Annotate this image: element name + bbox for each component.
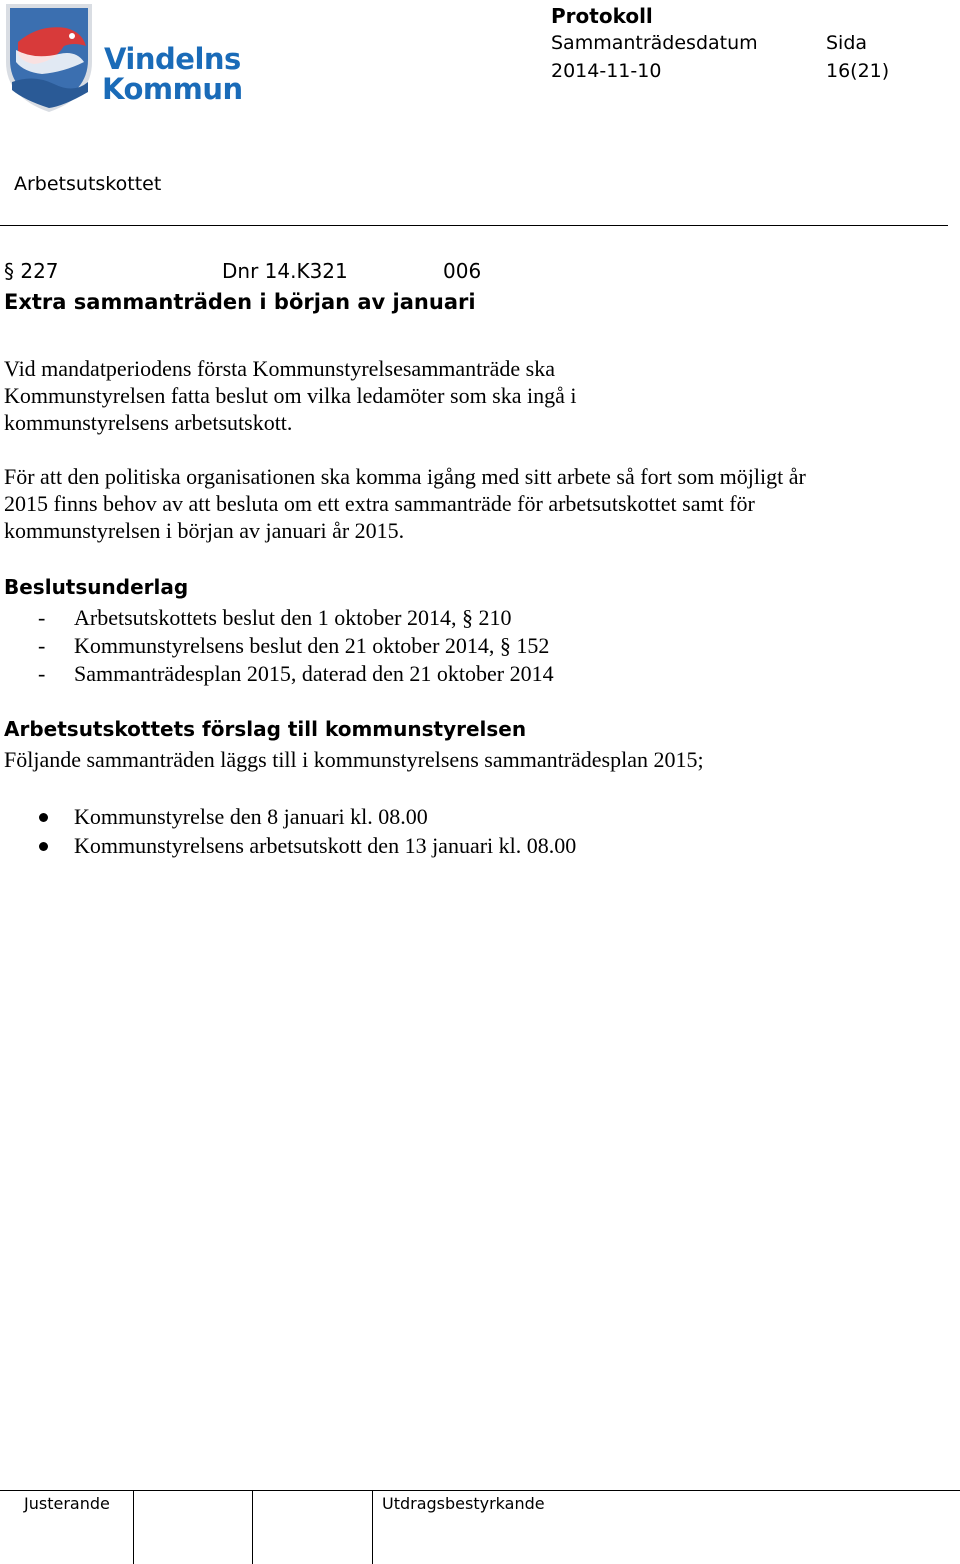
list-item — [0, 632, 940, 660]
archive-code: 006 — [443, 259, 482, 283]
list-item-text: Kommunstyrelse den 8 januari kl. 08.00 — [74, 804, 428, 829]
proposal-text: Följande sammanträden läggs till i kommunstyrelsens sammanträdesplan 2015; — [4, 747, 704, 772]
page-label: Sida — [826, 32, 868, 54]
list-item-text: Kommunstyrelsens beslut den 21 oktober 2014, § 152 — [74, 633, 550, 658]
bullet-icon — [39, 813, 48, 822]
dash-marker: - — [38, 661, 46, 686]
footer-cell-divider — [252, 1491, 253, 1564]
body-paragraph-2: För att den politiska organisationen ska komma igång med sitt arbete så fort som möjligt år 2015 finns behov av att besluta om ett extra sammanträde för arbetsutskottet samt för kommunstyrelsen i början av januari år 2015. — [4, 464, 806, 543]
document-title: Protokoll — [551, 4, 653, 28]
meeting-date-value: 2014-11-10 — [551, 60, 662, 82]
approver-label: Justerande — [24, 1494, 110, 1513]
proposal-list — [0, 802, 940, 860]
list-item — [0, 604, 940, 632]
list-item-text: Sammanträdesplan 2015, daterad den 21 oktober 2014 — [74, 661, 554, 686]
basis-heading: Beslutsunderlag — [4, 575, 189, 599]
list-item — [0, 660, 940, 688]
list-item-text: Arbetsutskottets beslut den 1 oktober 2014, § 210 — [74, 605, 512, 630]
section-number: § 227 — [4, 259, 59, 283]
footer-cell-divider — [372, 1491, 373, 1564]
logo-text-line1: Vindelns — [104, 42, 241, 76]
committee-name: Arbetsutskottet — [14, 173, 162, 195]
header-divider — [0, 225, 948, 226]
list-item-text: Kommunstyrelsens arbetsutskott den 13 januari kl. 08.00 — [74, 833, 577, 858]
case-number: Dnr 14.K321 — [222, 259, 348, 283]
fish-shield-icon — [4, 2, 94, 114]
dash-marker: - — [38, 605, 46, 630]
footer-cell-divider — [133, 1491, 134, 1564]
meeting-date-label: Sammanträdesdatum — [551, 32, 758, 54]
body-paragraph-1: Vid mandatperiodens första Kommunstyrelsesammanträde ska Kommunstyrelsen fatta beslut om vilka ledamöter som ska ingå i kommunstyrelsens arbetsutskott. — [4, 356, 577, 435]
municipality-logo — [4, 2, 244, 114]
logo-text-line2: Kommun — [102, 72, 243, 106]
list-item — [0, 802, 940, 831]
section-title: Extra sammanträden i början av januari — [4, 290, 476, 314]
footer-divider — [0, 1490, 960, 1491]
basis-list — [0, 604, 940, 688]
bullet-icon — [39, 842, 48, 851]
extract-certifier-label: Utdragsbestyrkande — [382, 1494, 545, 1513]
proposal-heading: Arbetsutskottets förslag till kommunstyrelsen — [4, 717, 527, 741]
dash-marker: - — [38, 633, 46, 658]
page-number: 16(21) — [826, 60, 890, 82]
list-item — [0, 831, 940, 860]
